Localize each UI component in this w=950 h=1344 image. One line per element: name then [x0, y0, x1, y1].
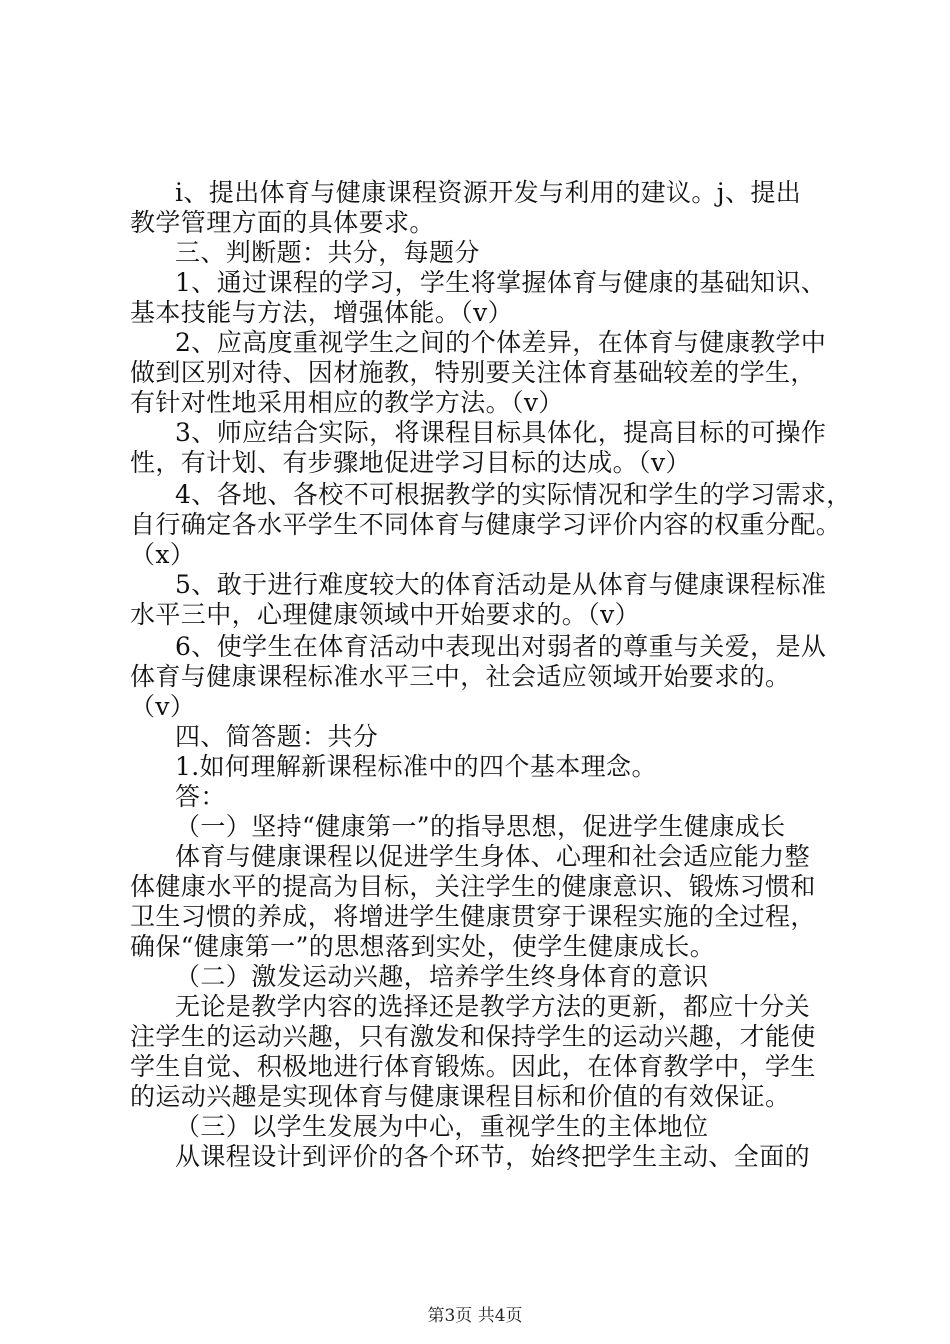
text-line: 性，有计划、有步骤地促进学习目标的达成。（v）	[130, 448, 691, 477]
text-line: 的运动兴趣是实现体育与健康课程目标和价值的有效保证。	[130, 1082, 791, 1111]
text-line: 卫生习惯的养成，将增进学生健康贯穿于课程实施的全过程，	[130, 902, 816, 931]
question-text: 1.如何理解新课程标准中的四个基本理念。	[175, 752, 657, 781]
text-line: 6、使学生在体育活动中表现出对弱者的尊重与关爱，是从	[175, 632, 827, 661]
text-line: （v）	[130, 692, 196, 721]
text-line: 水平三中，心理健康领域中开始要求的。（v）	[130, 600, 641, 629]
text-line: 体育与健康课程以促进学生身体、心理和社会适应能力整	[175, 842, 811, 871]
text-line: 学生自觉、积极地进行体育锻炼。因此，在体育教学中，学生	[130, 1052, 816, 1081]
text-line: 体育与健康课程标准水平三中，社会适应领域开始要求的。	[130, 662, 791, 691]
text-line: 有针对性地采用相应的教学方法。（v）	[130, 388, 564, 417]
answer-label: 答：	[175, 782, 226, 811]
text-line: 做到区别对待、因材施教，特别要关注体育基础较差的学生，	[130, 358, 816, 387]
text-line: 确保“健康第一”的思想落到实处，使学生健康成长。	[130, 932, 716, 961]
page-number-footer: 第3页 共4页	[427, 1306, 523, 1326]
text-line: 4、各地、各校不可根据教学的实际情况和学生的学习需求，	[175, 480, 852, 509]
text-line: 2、应高度重视学生之间的个体差异，在体育与健康教学中	[175, 328, 827, 357]
text-line: 无论是教学内容的选择还是教学方法的更新，都应十分关	[175, 992, 811, 1021]
text-line: 从课程设计到评价的各个环节，始终把学生主动、全面的	[175, 1142, 811, 1171]
subsection-heading: （三）以学生发展为中心，重视学生的主体地位	[175, 1112, 709, 1141]
text-line: 自行确定各水平学生不同体育与健康学习评价内容的权重分配。	[130, 510, 842, 539]
text-line: （x）	[130, 540, 196, 569]
text-line: 1、通过课程的学习，学生将掌握体育与健康的基础知识、	[175, 268, 827, 297]
text-line: 体健康水平的提高为目标，关注学生的健康意识、锻炼习惯和	[130, 872, 816, 901]
text-line: 5、敢于进行难度较大的体育活动是从体育与健康课程标准	[175, 570, 827, 599]
subsection-heading: （一）坚持“健康第一”的指导思想，促进学生健康成长	[175, 812, 786, 841]
text-line: 基本技能与方法，增强体能。（v）	[130, 298, 514, 327]
text-line: 3、师应结合实际，将课程目标具体化，提高目标的可操作	[175, 418, 827, 447]
text-line: 教学管理方面的具体要求。	[130, 208, 435, 237]
text-line: 注学生的运动兴趣，只有激发和保持学生的运动兴趣，才能使	[130, 1022, 816, 1051]
section-heading: 四、简答题：共分	[175, 722, 379, 751]
subsection-heading: （二）激发运动兴趣，培养学生终身体育的意识	[175, 962, 709, 991]
section-heading: 三、判断题：共分，每题分	[175, 238, 480, 267]
text-line: i、提出体育与健康课程资源开发与利用的建议。j、提出	[175, 178, 802, 207]
